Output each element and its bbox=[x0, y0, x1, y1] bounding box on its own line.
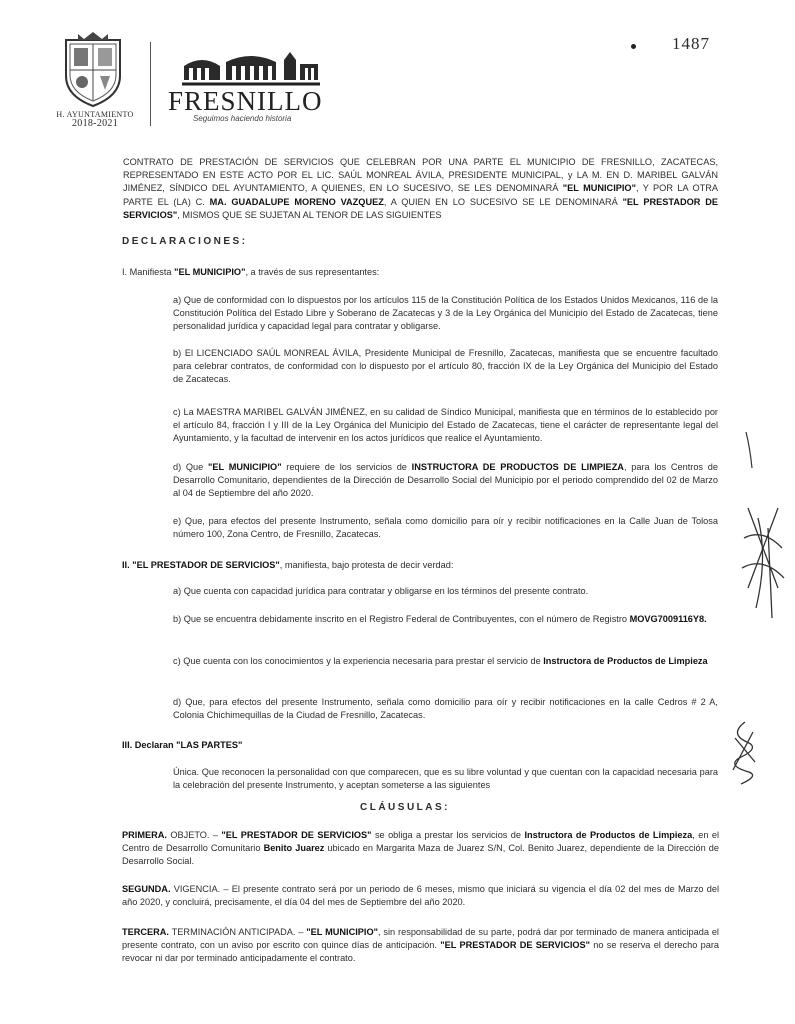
municipal-seal-icon bbox=[58, 30, 128, 108]
clause-3-text-c: no se reserva el derecho para revocar ni dar por terminado anticipadamente el contrato. bbox=[122, 940, 720, 964]
intro-text-3: , A QUIEN EN LO SUCESIVO SE LE DENOMINARÁ bbox=[383, 196, 623, 207]
logo-slogan: Seguimos haciendo historia bbox=[193, 114, 292, 123]
decl-III-bold: III. Declaran "LAS PARTES" bbox=[122, 740, 243, 750]
clause-3-text-a: TERMINACIÓN ANTICIPADA. – bbox=[168, 927, 307, 937]
declaration-I-a: a) Que de conformidad con lo dispuestos por los artículos 115 de la Constitución Política de los Estados Unidos Mexicanos, 116 de la Constitución Política del Estado Libre y Soberano de Zacatecas y 3 de la Ley Orgánica del Municipio del Estado de Zacatecas, tiene personalidad jurídica y capacidad legal para contratar y obligarse. bbox=[173, 295, 718, 332]
declaration-II-c bbox=[173, 655, 718, 668]
decl-IIb-rfc: MOVG7009116Y8. bbox=[629, 614, 707, 624]
clause-1-text-d: ubicado en Margarita Maza de Juarez S/N, Col. Benito Juarez, dependiente de la Dirección de Desarrollo Social. bbox=[122, 843, 720, 867]
decl-II-bold: II. "EL PRESTADOR DE SERVICIOS" bbox=[122, 560, 280, 570]
intro-text-2: , Y POR LA OTRA PARTE EL (LA) C. bbox=[123, 183, 718, 207]
header-divider bbox=[150, 42, 151, 126]
decl-I-bold: "EL MUNICIPIO" bbox=[174, 267, 246, 277]
decl-Id-prefix: d) Que bbox=[173, 462, 209, 472]
clause-primera bbox=[122, 829, 719, 869]
intro-text-1: CONTRATO DE PRESTACIÓN DE SERVICIOS QUE CELEBRAN POR UNA PARTE EL MUNICIPIO DE FRESNILLO, ZACATECAS, REPRESENTADO EN ESTE ACTO POR EL LIC. SAÚL MONREAL ÁVILA, PRESIDENTE MUNICIPAL, y LA M. EN D. MARIBEL GALVÁN JIMÉNEZ, SÍNDICO DEL AYUNTAMIENTO, A QUIENES, EN LO SUCESIVO, SE LES DENOMINARÁ bbox=[123, 157, 718, 194]
page-number: 1487 bbox=[672, 34, 710, 53]
declaration-II-b bbox=[173, 613, 718, 626]
decl-Id-bold2: INSTRUCTORA DE PRODUCTOS DE LIMPIEZA bbox=[411, 462, 624, 472]
declaraciones-title: DECLARACIONES: bbox=[122, 236, 248, 247]
contract-intro bbox=[123, 156, 718, 222]
clausulas-title: CLÁUSULAS: bbox=[360, 802, 450, 813]
declaration-III-unica: Única. Que reconocen la personalidad con que comparecen, que es su libre voluntad y que cuentan con la capacidad necesaria para la celebración del presente Instrumento, y aceptan someterse a las siguientes bbox=[173, 767, 718, 791]
fresnillo-logo-icon bbox=[180, 50, 322, 88]
ayuntamiento-name: H. AYUNTAMIENTO bbox=[56, 110, 134, 119]
clause-2-label: SEGUNDA. bbox=[122, 884, 171, 894]
intro-contractor-name: MA. GUADALUPE MORENO VAZQUEZ bbox=[209, 196, 384, 207]
clause-3-bold2: "EL PRESTADOR DE SERVICIOS" bbox=[440, 940, 591, 951]
declaration-I-b: b) El LICENCIADO SAÚL MONREAL ÁVILA, Presidente Municipal de Fresnillo, Zacatecas, manifiesta que se encuentre facultado para celebrar contratos, de conformidad con lo dispuesto por el artículo 80, fracción IX de la Ley Orgánica del Municipio del Estado de Zacatecas. bbox=[173, 348, 718, 385]
decl-I-prefix: I. Manifiesta bbox=[122, 267, 175, 277]
declaration-III-heading bbox=[122, 739, 722, 752]
declaration-II-a: a) Que cuenta con capacidad jurídica para contratar y obligarse en los términos del presente contrato. bbox=[173, 586, 589, 596]
decl-Id-bold1: "EL MUNICIPIO" bbox=[208, 462, 282, 472]
decl-IIc-bold: Instructora de Productos de Limpieza bbox=[543, 656, 708, 666]
clause-1-bold2: Instructora de Productos de Limpieza bbox=[524, 830, 693, 840]
page-number-dot bbox=[631, 44, 636, 49]
decl-Id-suffix: , para los Centros de Desarrollo Comunitario, dependientes de la Dirección de Desarrollo Social del Municipio por el periodo comprendido del 02 de Marzo al 04 de Septiembre del año 2020. bbox=[173, 462, 718, 499]
decl-IIc-prefix: c) Que cuenta con los conocimientos y la experiencia necesaria para prestar el servicio de bbox=[173, 656, 544, 666]
ayuntamiento-label bbox=[50, 110, 140, 128]
decl-I-suffix: , a través de sus representantes: bbox=[245, 267, 380, 277]
margin-signature-bottom-icon bbox=[725, 718, 765, 788]
declaration-I-heading bbox=[122, 266, 722, 279]
intro-text-4: , MISMOS QUE SE SUJETAN AL TENOR DE LAS SIGUIENTES bbox=[177, 209, 442, 220]
clause-3-label: TERCERA. bbox=[122, 927, 169, 937]
ayuntamiento-years: 2018-2021 bbox=[71, 118, 119, 129]
declaration-I-c: c) La MAESTRA MARIBEL GALVÁN JIMÉNEZ, en su calidad de Síndico Municipal, manifiesta que en términos de lo establecido por el artículo 84, fracción I y III de la Ley Orgánica del Municipio del Estado de Zacatecas, tiene el carácter de representante legal del Ayuntamiento, y la facultad de intervenir en los actos jurídicos que realice el Ayuntamiento. bbox=[173, 407, 718, 444]
clause-tercera bbox=[122, 926, 719, 966]
clause-1-label: PRIMERA. bbox=[122, 830, 167, 840]
declaration-I-d bbox=[173, 461, 718, 501]
declaration-II-heading bbox=[122, 559, 722, 572]
clause-1-text-c: , en el Centro de Desarrollo Comunitario bbox=[122, 830, 719, 854]
clause-segunda bbox=[122, 883, 719, 909]
decl-IIb-prefix: b) Que se encuentra debidamente inscrito en el Registro Federal de Contribuyentes, con el número de Registro bbox=[173, 614, 630, 624]
clause-1-bold3: Benito Juarez bbox=[263, 843, 325, 854]
clause-3-text-b: , sin responsabilidad de su parte, podrá dar por terminado de manera anticipada el presente contrato, con un aviso por escrito con quince días de anticipación. bbox=[122, 927, 719, 951]
margin-signature-top-icon bbox=[738, 428, 788, 628]
clause-2-text: VIGENCIA. – El presente contrato será por un periodo de 6 meses, mismo que iniciará su vigencia el día 02 del mes de Marzo del año 2020, y concluirá, precisamente, el día 04 del mes de Septiembre del año 2020. bbox=[122, 884, 719, 908]
clause-1-text-a: OBJETO. – bbox=[166, 830, 222, 840]
clause-1-bold1: "EL PRESTADOR DE SERVICIOS" bbox=[221, 830, 372, 840]
clause-1-text-b: se obliga a prestar los servicios de bbox=[371, 830, 525, 840]
intro-prestador: "EL PRESTADOR DE SERVICIOS" bbox=[123, 196, 718, 220]
intro-municipio: "EL MUNICIPIO" bbox=[562, 183, 636, 194]
decl-II-suffix: , manifiesta, bajo protesta de decir verdad: bbox=[279, 560, 454, 570]
decl-Id-mid: requiere de los servicios de bbox=[281, 462, 412, 472]
declaration-II-d: d) Que, para efectos del presente Instrumento, señala como domicilio para oír y recibir notificaciones en la calle Cedros # 2 A, Colonia Chichimequillas de la Ciudad de Fresnillo, Zacatecas. bbox=[173, 697, 718, 721]
clause-3-bold1: "EL MUNICIPIO" bbox=[306, 927, 378, 937]
logo-wordmark: FRESNILLO bbox=[168, 86, 323, 116]
declaration-I-e: e) Que, para efectos del presente Instrumento, señala como domicilio para oír y recibir notificaciones en la Calle Juan de Tolosa número 100, Zona Centro, de Fresnillo, Zacatecas. bbox=[173, 516, 718, 540]
